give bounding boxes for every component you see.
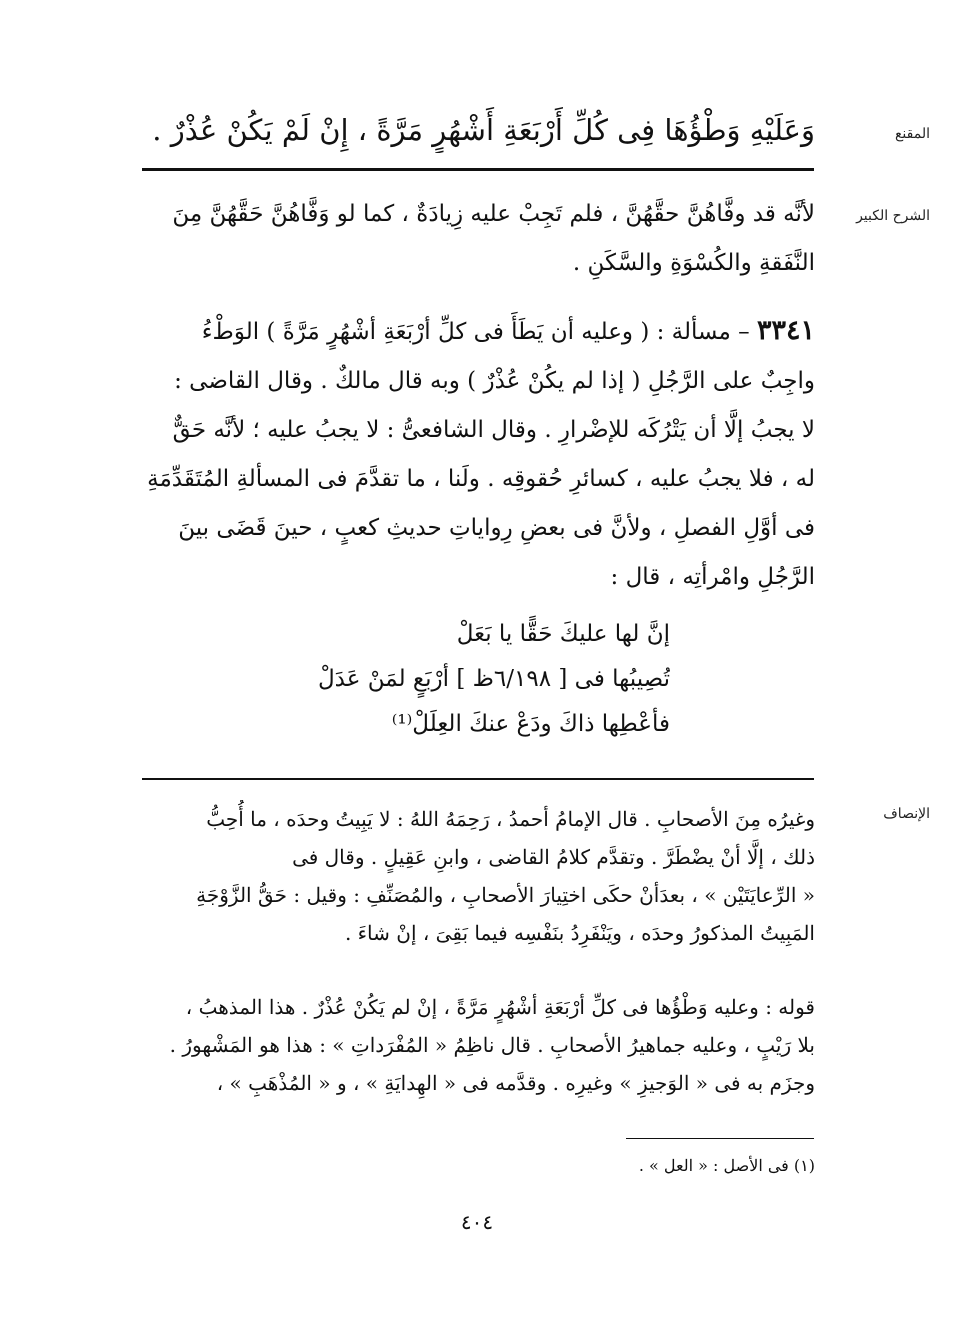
- insaf-line: وغيرُه مِنَ الأصحابِ . قال الإمامُ أحمدُ ، رَحِمَهُ اللهُ : لا يَبِيتُ وحدَه ، ما أُحِبُّ: [206, 807, 815, 831]
- issue-first-line: [140, 306, 815, 357]
- muqni-text: [140, 107, 815, 153]
- issue-line: واجِبٌ على الرَّجُلِ ( إذا لم يكُنْ عُذْرٌ ) وبه قال مالكٌ . وقال القاضى :: [174, 368, 815, 394]
- insaf-label: الإنصاف: [883, 806, 930, 822]
- insaf-line: قوله : وعليه وَطْؤُها فى كلِّ أرْبَعَةِ أشْهُرٍ مَرَّةً ، إنْ لم يَكُنْ عُذْرٌ . هذا المذهبُ ،: [185, 995, 815, 1019]
- insaf-line: بلا رَيْبٍ ، وعليه جماهيرُ الأصحابِ . قال ناظِمُ « المُفْرَداتِ » : هذا هو المَشْهورُ .: [169, 1033, 815, 1057]
- sharh-label: الشرح الكبير: [856, 208, 930, 224]
- insaf-line: المَبِيتُ المذكورُ وحدَه ، ويَنْفَرِدُ بنَفْسِه فيما بَقِىَ ، إنْ شاءَ .: [344, 921, 815, 945]
- issue-block: [140, 306, 815, 602]
- poem: [300, 612, 670, 747]
- insaf-line: وجزَم به فى « الوَجيزِ » وغيرِه . وقدَّمه فى « الهِدايَةِ » ، و « المُذْهَبِ » ،: [216, 1071, 815, 1095]
- poem-verse: تُصِيبُها فى [ ٦/١٩٨ظ ] أرْبَعٍ لمَنْ عَدَلْ: [317, 666, 670, 692]
- issue-line: لا يجبُ إلَّا أن يَتْرُكَه للإضْرارِ . وقال الشافعىُّ : لا يجبُ عليه ؛ لأنَّه حَقٌّ: [172, 417, 815, 443]
- issue-line: الرَّجُلِ وامْرأتِه ، قال :: [610, 564, 815, 590]
- issue-line: له ، فلا يجبُ عليه ، كسائرِ حُقوقِه . ولَنا ، ما تقدَّمَ فى المسألةِ المُتَقَدِّمَةِ: [147, 466, 815, 492]
- muqni-line: وَعَلَيْهِ وَطْؤُهَا فِى كُلِّ أَرْبَعَةِ أَشْهُرٍ مَرَّةً ، إِنْ لَمْ يَكُنْ عُذْرٌ .: [152, 113, 815, 147]
- issue-number: ٣٣٤١: [756, 315, 815, 346]
- issue-line: فى أوَّلِ الفصلِ ، ولأنَّ فى بعضِ رِواياتِ حديثِ كعبٍ ، حينَ قَضَى بينَ: [178, 515, 815, 541]
- poem-verse: إنَّ لها عليكَ حَقًّا يا بَعَلْ: [456, 621, 670, 647]
- sharh-line: النَّفَقةِ والكُسْوَةِ والسَّكَنِ .: [572, 250, 815, 276]
- poem-verse: فأعْطِها ذاكَ ودَعْ عنكَ العِلَلْ⁽¹⁾: [391, 711, 670, 737]
- insaf-line: ذلك ، إلَّا أنْ يضْطَرَّ . وتقدَّم كلامُ القاضى ، وابنِ عَقِيلٍ . وقال فى: [292, 845, 815, 869]
- insaf-text: [140, 800, 815, 952]
- insaf-text-2: [140, 988, 815, 1102]
- issue-line: – مسألة : ( وعليه أن يَطَأَ فى كلِّ أرْبَعَةِ أشْهُرٍ مَرَّةً ) الوَطْءُ: [201, 319, 750, 345]
- page-number: ٤٠٤: [460, 1210, 494, 1234]
- footnote-divider: [626, 1138, 814, 1139]
- section-divider: [142, 168, 814, 171]
- sharh-text: [140, 190, 815, 288]
- sharh-line: لأنَّه قد وفَّاهُنَّ حقَّهُنَّ ، فلم تَجِبْ عليه زِيادَةٌ ، كما لو وَفَّاهُنَّ حَقَّهُنَّ مِنَ: [172, 201, 815, 227]
- footnote: (١) فى الأصل : « العل » .: [638, 1156, 815, 1175]
- insaf-line: « الرِّعايَتَيْن » ، بعدَأنْ حكَى اختِيارَ الأصحابِ ، والمُصَنِّفِ : وقيل : حَقُّ الزَّوْجَةِ: [196, 883, 815, 907]
- section-divider: [142, 778, 814, 780]
- muqni-label: المقنع: [894, 126, 930, 142]
